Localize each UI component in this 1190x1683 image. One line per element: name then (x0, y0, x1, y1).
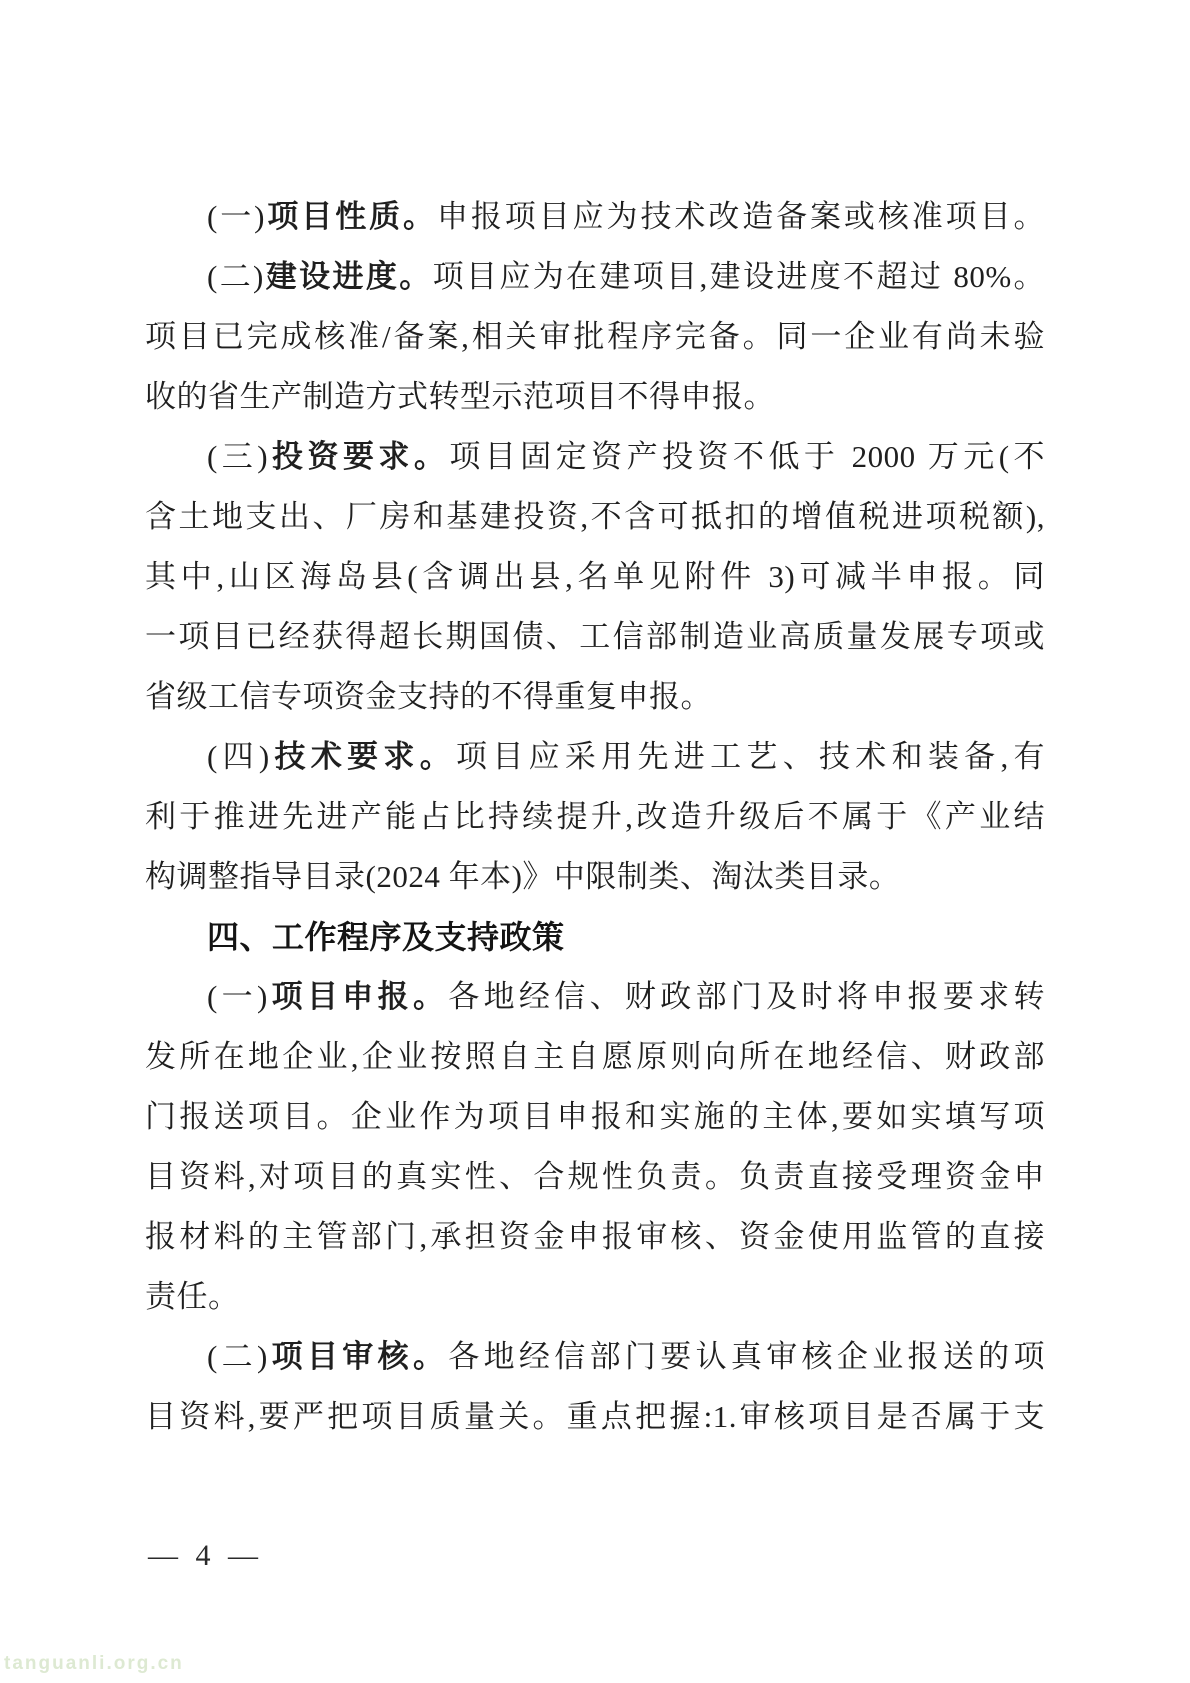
watermark: tanguanli.org.cn (4, 1653, 184, 1674)
body-text: (四) (207, 739, 270, 774)
text-line (145, 1207, 1045, 1267)
body-text: 项目应为在建项目,建设进度不超过 80%。 (432, 259, 1046, 294)
body-text: (一) (207, 199, 265, 234)
section-heading (145, 907, 1045, 967)
body-text: 目资料,要严把项目质量关。重点把握:1.审核项目是否属于支 (145, 1399, 1045, 1434)
bold-lead-text: 建设进度。 (263, 259, 433, 294)
body-text: 门报送项目。企业作为项目申报和实施的主体,要如实填写项 (145, 1099, 1045, 1134)
body-text: 责任。 (145, 1279, 240, 1314)
text-line (145, 847, 1045, 907)
body-text: (一) (207, 979, 268, 1014)
text-line (145, 727, 1045, 787)
body-text: 项目应采用先进工艺、技术和装备,有 (456, 739, 1046, 774)
body-text: (三) (207, 439, 269, 474)
text-line (145, 667, 1045, 727)
text-line (145, 1267, 1045, 1327)
body-text: 收的省生产制造方式转型示范项目不得申报。 (145, 379, 775, 414)
bold-lead-text: 投资要求。 (268, 439, 450, 474)
text-line (145, 487, 1045, 547)
text-line (145, 1147, 1045, 1207)
text-line (145, 247, 1045, 307)
text-line (145, 1387, 1045, 1447)
body-text: 一项目已经获得超长期国债、工信部制造业高质量发展专项或 (145, 619, 1045, 654)
body-text: 各地经信部门要认真审核企业报送的项 (448, 1339, 1046, 1374)
body-text: (二) (207, 259, 264, 294)
body-text: 利于推进先进产能占比持续提升,改造升级后不属于《产业结 (145, 799, 1045, 834)
body-text: (二) (207, 1339, 268, 1374)
text-line (145, 607, 1045, 667)
text-line (145, 547, 1045, 607)
text-line (145, 967, 1045, 1027)
body-text: 报材料的主管部门,承担资金申报审核、资金使用监管的直接 (145, 1219, 1045, 1254)
body-text: 项目已完成核准/备案,相关审批程序完备。同一企业有尚未验 (145, 319, 1045, 354)
bold-lead-text: 技术要求。 (269, 739, 457, 774)
text-line (145, 367, 1045, 427)
body-text: 含土地支出、厂房和基建投资,不含可抵扣的增值税进项税额), (145, 499, 1045, 534)
text-line (145, 1087, 1045, 1147)
text-line (145, 1027, 1045, 1087)
bold-lead-text: 项目性质。 (264, 199, 437, 234)
document-body (145, 187, 1045, 1447)
page-number: — 4 — (148, 1539, 263, 1572)
text-line (145, 427, 1045, 487)
body-text: 发所在地企业,企业按照自主自愿原则向所在地经信、财政部 (145, 1039, 1045, 1074)
text-line (145, 307, 1045, 367)
body-text: 目资料,对项目的真实性、合规性负责。负责直接受理资金申 (145, 1159, 1045, 1194)
text-line (145, 1327, 1045, 1387)
bold-lead-text: 项目审核。 (267, 1339, 449, 1374)
body-text: 省级工信专项资金支持的不得重复申报。 (145, 679, 712, 714)
body-text: 项目固定资产投资不低于 2000 万元(不 (449, 439, 1046, 474)
body-text: 构调整指导目录(2024 年本)》中限制类、淘汰类目录。 (145, 859, 901, 894)
bold-lead-text: 项目申报。 (267, 979, 449, 1014)
body-text: 各地经信、财政部门及时将申报要求转 (448, 979, 1046, 1014)
bold-lead-text: 四、工作程序及支持政策 (207, 919, 565, 955)
text-line (145, 187, 1045, 247)
text-line (145, 787, 1045, 847)
body-text: 其中,山区海岛县(含调出县,名单见附件 3)可减半申报。同 (145, 559, 1045, 594)
body-text: 申报项目应为技术改造备案或核准项目。 (436, 199, 1046, 234)
